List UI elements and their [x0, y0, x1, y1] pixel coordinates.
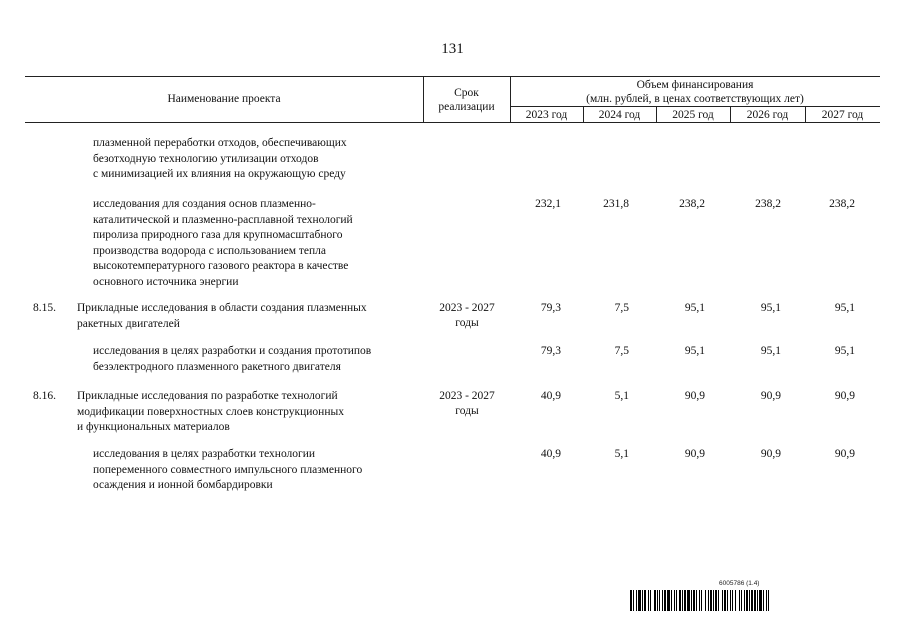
row-3-value-2026: 95,1 — [760, 345, 781, 357]
row-2-term-line-1: годы — [455, 317, 479, 329]
row-4-value-2025: 90,9 — [684, 390, 705, 402]
row-5-value-2023: 40,9 — [540, 448, 561, 460]
header-year-2027: 2027 год — [821, 109, 864, 121]
header-year-2025: 2025 год — [672, 109, 714, 121]
barcode-image — [630, 590, 878, 611]
row-1-line-3: производства водорода с использованием тепла — [93, 244, 327, 257]
row-4-value-2023: 40,9 — [540, 390, 561, 402]
header-funding-line1: Объем финансирования — [636, 79, 754, 91]
row-1-value-2027: 238,2 — [829, 198, 855, 210]
row-4-number: 8.16. — [33, 390, 56, 402]
row-3-line-0: исследования в целях разработки и создания прототипов — [93, 345, 372, 357]
row-2-line-1: ракетных двигателей — [77, 317, 180, 330]
row-4-term-line-0: 2023 - 2027 — [439, 390, 495, 402]
row-2-term-line-0: 2023 - 2027 — [439, 302, 495, 314]
row-5-value-2025: 90,9 — [684, 448, 705, 460]
row-4-line-0: Прикладные исследования по разработке технологий — [77, 390, 338, 402]
row-5-line-0: исследования в целях разработки технологии — [93, 448, 316, 460]
header-funding-line2: (млн. рублей, в ценах соответствующих лет) — [586, 93, 804, 105]
header-name-col: Наименование проекта — [167, 93, 281, 105]
row-1-line-4: высокотемпературного газового реактора в качестве — [93, 260, 349, 273]
header-bottom-rule — [25, 122, 880, 123]
row-1-value-2026: 238,2 — [755, 198, 781, 210]
row-2-line-0: Прикладные исследования в области создания плазменных — [77, 302, 367, 314]
header-year-2023: 2023 год — [525, 109, 568, 121]
header-year-2026: 2026 год — [746, 109, 789, 121]
row-3-value-2024: 7,5 — [614, 345, 629, 357]
row-2-value-2025: 95,1 — [684, 302, 705, 314]
header-term-line2: реализации — [438, 101, 495, 113]
row-5-value-2024: 5,1 — [614, 448, 629, 460]
row-4-value-2024: 5,1 — [614, 390, 629, 402]
row-0-line-1: безотходную технологию утилизации отходов — [93, 152, 319, 165]
row-4-value-2027: 90,9 — [834, 390, 855, 402]
row-1-value-2024: 231,8 — [603, 198, 629, 210]
row-1-value-2025: 238,2 — [679, 198, 705, 210]
row-2-value-2026: 95,1 — [760, 302, 781, 314]
row-4-term-line-1: годы — [455, 405, 479, 417]
barcode-code: 6005786 (1.4) — [719, 580, 760, 587]
row-5-value-2026: 90,9 — [760, 448, 781, 460]
row-0-line-2: с минимизацией их влияния на окружающую среду — [93, 168, 346, 181]
row-5-line-1: попеременного совместного импульсного плазменного — [93, 463, 363, 476]
row-1-line-5: основного источника энергии — [93, 276, 239, 288]
row-4-line-1: модификации поверхностных слоев конструкционных — [77, 405, 344, 418]
row-1-line-0: исследования для создания основ плазменно- — [93, 198, 316, 210]
row-1-line-2: пиролиза природного газа для крупномасштабного — [93, 229, 343, 242]
row-5-value-2027: 90,9 — [834, 448, 855, 460]
row-4-value-2026: 90,9 — [760, 390, 781, 402]
header-top-rule — [25, 76, 880, 77]
row-2-number: 8.15. — [33, 302, 56, 314]
row-5-line-2: осаждения и ионной бомбардировки — [93, 479, 273, 492]
row-2-value-2027: 95,1 — [834, 302, 855, 314]
row-3-value-2027: 95,1 — [834, 345, 855, 357]
row-1-value-2023: 232,1 — [535, 198, 561, 210]
row-4-line-2: и функциональных материалов — [77, 421, 230, 434]
header-year-2024: 2024 год — [598, 109, 641, 121]
row-3-value-2025: 95,1 — [684, 345, 705, 357]
row-0-line-0: плазменной переработки отходов, обеспечивающих — [93, 137, 347, 149]
page-number: 131 — [441, 41, 464, 57]
row-3-value-2023: 79,3 — [540, 345, 561, 357]
row-3-line-1: безэлектродного плазменного ракетного двигателя — [93, 360, 341, 373]
row-2-value-2024: 7,5 — [614, 302, 629, 314]
years-top-rule — [510, 106, 880, 107]
header-term-line1: Срок — [454, 87, 479, 99]
row-2-value-2023: 79,3 — [540, 302, 561, 314]
row-1-line-1: каталитической и плазменно-расплавной технологий — [93, 213, 353, 226]
